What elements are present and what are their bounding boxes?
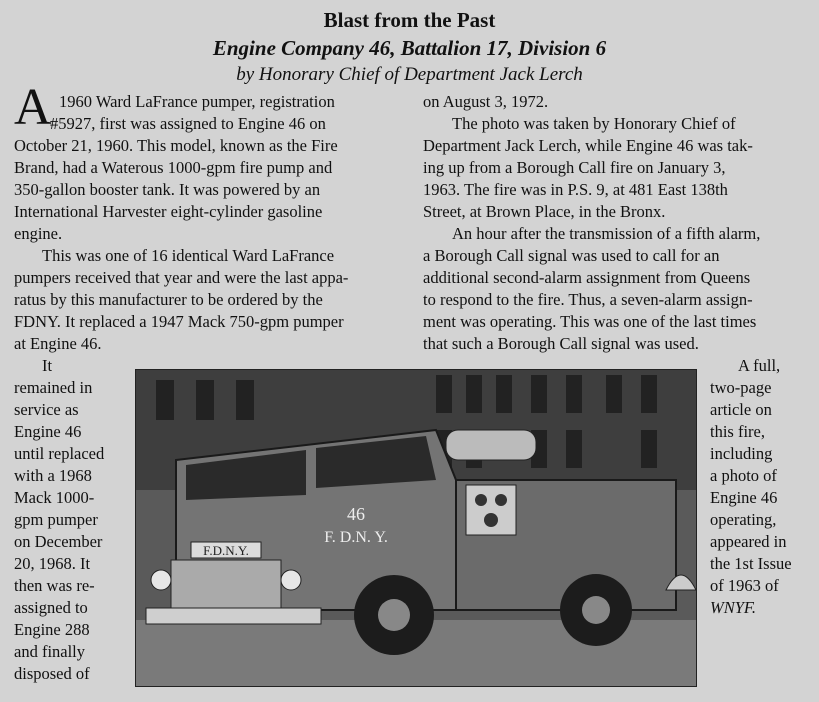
left-col-line: Brand, had a Waterous 1000-gpm fire pump and <box>14 158 333 177</box>
narrow-right-line: two-page <box>710 378 772 397</box>
narrow-left-line: with a 1968 <box>14 466 92 485</box>
left-col-line: 350-gallon booster tank. It was powered by an <box>14 180 321 199</box>
narrow-right-line: WNYF. <box>710 598 757 617</box>
right-col-line: An hour after the transmission of a fifth alarm, <box>452 224 761 243</box>
narrow-right-line: the 1st Issue <box>710 554 792 573</box>
left-col-line: FDNY. It replaced a 1947 Mack 750-gpm pumper <box>14 312 344 331</box>
left-col-line: #5927, first was assigned to Engine 46 on <box>50 114 326 133</box>
right-col-line: 1963. The fire was in P.S. 9, at 481 East 138th <box>423 180 728 199</box>
right-col-line: The photo was taken by Honorary Chief of <box>452 114 736 133</box>
right-col-line: to respond to the fire. Thus, a seven-alarm assign- <box>423 290 753 309</box>
door-number: 46 <box>347 504 365 524</box>
fire-engine-photo <box>135 369 697 687</box>
right-col-line: a Borough Call signal was used to call for an <box>423 246 720 265</box>
left-col-line: 1960 Ward LaFrance pumper, registration <box>59 92 335 111</box>
article-byline: by Honorary Chief of Department Jack Lerch <box>236 64 583 85</box>
left-col-line: October 21, 1960. This model, known as the Fire <box>14 136 338 155</box>
narrow-right-line: operating, <box>710 510 777 529</box>
narrow-left-line: and finally <box>14 642 86 661</box>
left-col-line: pumpers received that year and were the last appa- <box>14 268 349 287</box>
narrow-left-line: Engine 46 <box>14 422 82 441</box>
narrow-right-line: including <box>710 444 773 463</box>
narrow-right-line: a photo of <box>710 466 777 485</box>
narrow-left-line: remained in <box>14 378 93 397</box>
narrow-left-line: 20, 1968. It <box>14 554 91 573</box>
left-col-line: This was one of 16 identical Ward LaFrance <box>42 246 335 265</box>
door-lettering: F. D.N. Y. <box>324 529 388 546</box>
narrow-right-line: Engine 46 <box>710 488 778 507</box>
left-col-line: at Engine 46. <box>14 334 102 353</box>
narrow-right-line: of 1963 of <box>710 576 779 595</box>
narrow-right-line: this fire, <box>710 422 765 441</box>
article-title: Blast from the Past <box>323 8 496 32</box>
narrow-left-line: Engine 288 <box>14 620 90 639</box>
right-col-line: Street, at Brown Place, in the Bronx. <box>423 202 666 221</box>
article-subtitle: Engine Company 46, Battalion 17, Division 6 <box>212 36 607 60</box>
right-col-line: that such a Borough Call signal was used. <box>423 334 699 353</box>
narrow-right-line: appeared in <box>710 532 787 551</box>
left-col-line: ratus by this manufacturer to be ordered by the <box>14 290 323 309</box>
left-col-line: engine. <box>14 224 63 243</box>
narrow-left-line: It <box>42 356 53 375</box>
narrow-left-line: Mack 1000- <box>14 488 95 507</box>
right-col-line: ing up from a Borough Call fire on January 3, <box>423 158 726 177</box>
narrow-left-line: gpm pumper <box>14 510 98 529</box>
narrow-left-line: assigned to <box>14 598 88 617</box>
narrow-right-line: article on <box>710 400 772 419</box>
right-col-line: ment was operating. This was one of the last times <box>423 312 757 331</box>
narrow-right-line: A full, <box>738 356 781 375</box>
narrow-left-line: service as <box>14 400 79 419</box>
right-col-line: Department Jack Lerch, while Engine 46 was tak- <box>423 136 753 155</box>
cab-lettering: F.D.N.Y. <box>203 543 249 558</box>
narrow-left-line: disposed of <box>14 664 90 683</box>
narrow-left-line: until replaced <box>14 444 105 463</box>
right-col-line: on August 3, 1972. <box>423 92 549 111</box>
narrow-left-line: on December <box>14 532 103 551</box>
right-col-line: additional second-alarm assignment from Queens <box>423 268 751 287</box>
narrow-left-line: then was re- <box>14 576 95 595</box>
left-col-line: International Harvester eight-cylinder gasoline <box>14 202 323 221</box>
drop-cap: A <box>14 79 52 136</box>
